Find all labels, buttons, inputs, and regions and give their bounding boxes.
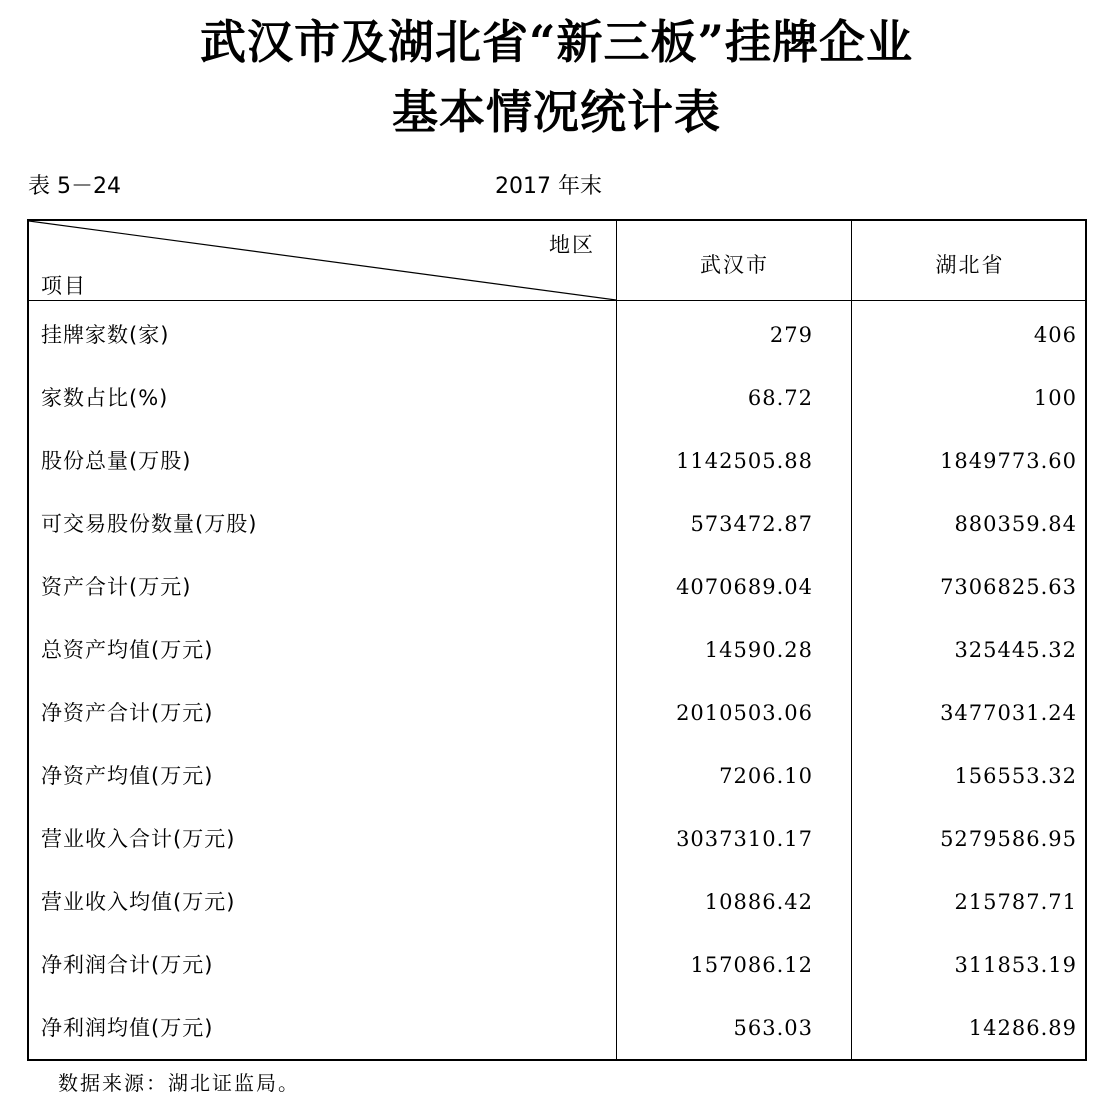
hubei-value: 880359.84: [954, 512, 1077, 536]
hubei-value: 3477031.24: [940, 701, 1077, 725]
table-date: 2017 年末: [495, 174, 602, 199]
wuhan-value: 2010503.06: [676, 701, 813, 725]
column-header-wuhan: 武汉市: [700, 253, 769, 277]
hubei-value: 156553.32: [954, 764, 1077, 788]
row-label: 总资产均值(万元): [41, 638, 214, 662]
page-title: 武汉市及湖北省“新三板”挂牌企业: [200, 15, 913, 69]
hubei-value: 311853.19: [954, 953, 1077, 977]
table-row: [29, 319, 1087, 351]
wuhan-value: 4070689.04: [676, 575, 813, 599]
header-region-label: 地区: [549, 233, 595, 257]
wuhan-value: 68.72: [747, 386, 813, 410]
hubei-value: 100: [1033, 386, 1077, 410]
table-row: [29, 508, 1087, 540]
wuhan-value: 279: [769, 323, 813, 347]
hubei-value: 14286.89: [968, 1016, 1077, 1040]
wuhan-value: 14590.28: [704, 638, 813, 662]
table-row: [29, 445, 1087, 477]
table-row: [29, 382, 1087, 414]
row-label: 资产合计(万元): [41, 575, 192, 599]
wuhan-value: 10886.42: [704, 890, 813, 914]
table-row: [29, 634, 1087, 666]
hubei-value: 7306825.63: [940, 575, 1077, 599]
table-row: [29, 571, 1087, 603]
row-label: 净利润均值(万元): [41, 1016, 214, 1040]
header-diagonal-line: [29, 221, 616, 300]
wuhan-value: 7206.10: [719, 764, 813, 788]
hubei-value: 215787.71: [954, 890, 1077, 914]
page-subtitle: 基本情况统计表: [392, 85, 721, 139]
table-row: [29, 697, 1087, 729]
row-label: 净资产合计(万元): [41, 701, 214, 725]
row-label: 净资产均值(万元): [41, 764, 214, 788]
table-number: 表 5－24: [28, 174, 121, 199]
wuhan-value: 1142505.88: [676, 449, 813, 473]
table-row: [29, 949, 1087, 981]
row-label: 营业收入合计(万元): [41, 827, 236, 851]
source-note: 数据来源：湖北证监局。: [58, 1071, 300, 1095]
hubei-value: 406: [1033, 323, 1077, 347]
table-row: [29, 760, 1087, 792]
hubei-value: 325445.32: [954, 638, 1077, 662]
table-row: [29, 1012, 1087, 1044]
row-label: 挂牌家数(家): [41, 323, 170, 347]
column-header-hubei: 湖北省: [935, 253, 1005, 277]
header-item-label: 项目: [41, 274, 87, 298]
wuhan-value: 573472.87: [690, 512, 813, 536]
wuhan-value: 157086.12: [690, 953, 813, 977]
table-row: [29, 886, 1087, 918]
header-divider: [29, 300, 1085, 301]
row-label: 净利润合计(万元): [41, 953, 214, 977]
hubei-value: 1849773.60: [940, 449, 1077, 473]
wuhan-value: 3037310.17: [676, 827, 813, 851]
row-label: 股份总量(万股): [41, 449, 192, 473]
table-row: [29, 823, 1087, 855]
row-label: 可交易股份数量(万股): [41, 512, 258, 536]
row-label: 家数占比(%): [41, 386, 169, 410]
wuhan-value: 563.03: [733, 1016, 813, 1040]
row-label: 营业收入均值(万元): [41, 890, 236, 914]
statistics-table: [27, 219, 1087, 1061]
hubei-value: 5279586.95: [940, 827, 1077, 851]
